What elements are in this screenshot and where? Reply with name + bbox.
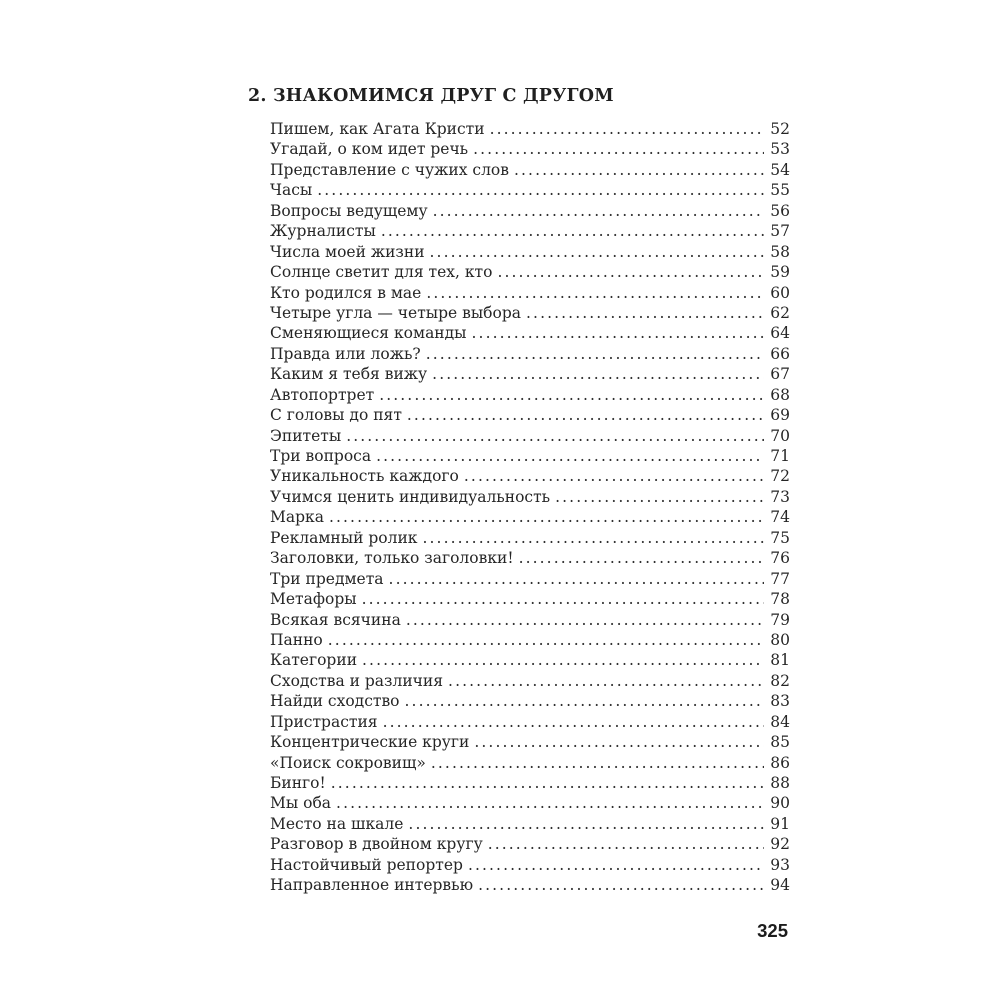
toc-entry-title: Каким я тебя вижу [270,365,428,384]
toc-entry-title: Эпитеты [270,426,342,445]
toc-leader-dots [376,446,764,466]
toc-leader-dots [555,487,764,507]
toc-entry-page: 92 [770,835,790,854]
toc-entry [270,160,790,180]
toc-leader-dots [362,650,764,670]
toc-entry-page: 85 [770,733,790,752]
toc-entry-page: 77 [770,569,790,588]
toc-entry [270,569,790,589]
toc-entry [270,610,790,630]
toc-leader-dots [383,712,765,732]
toc-leader-dots [474,732,764,752]
toc-entry-title: Место на шкале [270,814,404,833]
toc-leader-dots [407,405,764,425]
toc-entry [270,753,790,773]
toc-leader-dots [473,139,764,159]
toc-entry [270,732,790,752]
toc-entry-title: Настойчивый репортер [270,855,463,874]
toc-leader-dots [433,201,765,221]
toc-entry [270,691,790,711]
toc-entry-page: 93 [770,855,790,874]
toc-entry-page: 59 [770,263,790,282]
toc-entry-title: Всякая всячина [270,610,401,629]
toc-leader-dots [519,548,765,568]
toc-entry-title: Автопортрет [270,385,375,404]
toc-entry-title: Представление с чужих слов [270,160,509,179]
toc-entry-title: Заголовки, только заголовки! [270,549,514,568]
toc-entry-page: 52 [770,120,790,138]
toc-entry [270,283,790,303]
toc-entry-title: Бинго! [270,774,326,792]
toc-entry-title: Учимся ценить индивидуальность [270,487,551,506]
toc-entry-title: Категории [270,651,358,670]
toc-entry-page: 75 [770,528,790,547]
toc-entry-page: 94 [770,876,790,895]
toc-leader-dots [317,180,764,200]
toc-entry-page: 69 [770,406,790,425]
toc-leader-dots [490,119,765,139]
toc-entry-page: 76 [770,549,790,568]
toc-entry-page: 62 [770,303,790,322]
toc-entry-page: 66 [770,344,790,363]
toc-leader-dots [336,793,764,813]
toc-entry-page: 68 [770,385,790,404]
toc-entry-title: Вопросы ведущему [270,201,428,220]
toc-leader-dots [431,753,764,773]
toc-entry [270,446,790,466]
toc-entry [270,405,790,425]
toc-entry [270,630,790,650]
toc-leader-dots [381,221,764,241]
toc-leader-dots [405,691,765,711]
toc-leader-dots [430,242,765,262]
toc-entry-page: 78 [770,590,790,609]
toc-entry [270,242,790,262]
toc-entry [270,487,790,507]
toc-entry [270,139,790,159]
toc-leader-dots [331,773,765,793]
toc-leader-dots [468,855,764,875]
toc-leader-dots [406,610,764,630]
toc-entry-page: 86 [770,753,790,772]
toc-entry-title: Разговор в двойном кругу [270,835,483,854]
toc-entry-page: 80 [770,630,790,649]
toc-entry-page: 57 [770,222,790,241]
toc-entry-title: С головы до пят [270,406,402,425]
toc-entry-title: Направленное интервью [270,876,474,895]
toc-entry-page: 90 [770,794,790,813]
toc-leader-dots [478,875,764,895]
toc-entry [270,773,790,793]
toc-entry-page: 72 [770,467,790,486]
toc-entry [270,303,790,323]
toc-entry-title: Панно [270,630,323,649]
toc-entry [270,712,790,732]
toc-entry-title: Четыре угла — четыре выбора [270,303,522,322]
toc-entry [270,834,790,854]
toc-entry-page: 84 [770,712,790,731]
toc-entry-page: 83 [770,692,790,711]
toc-entry [270,426,790,446]
toc-leader-dots [362,589,765,609]
toc-entry-title: «Поиск сокровищ» [270,753,426,772]
toc-leader-dots [426,344,765,364]
toc-entry-title: Кто родился в мае [270,283,422,302]
toc-leader-dots [432,364,764,384]
section-title: 2. ЗНАКОМИМСЯ ДРУГ С ДРУГОМ [248,86,614,106]
toc-entry-page: 70 [770,426,790,445]
toc-leader-dots [328,630,765,650]
toc-entry [270,875,790,895]
toc-leader-dots [426,283,764,303]
toc-entry-title: Уникальность каждого [270,467,459,486]
toc-list [248,119,790,896]
toc-leader-dots [488,834,765,854]
toc-entry-page: 58 [770,242,790,261]
toc-leader-dots [422,528,764,548]
toc-leader-dots [379,385,764,405]
toc-entry [270,201,790,221]
toc-entry [270,262,790,282]
toc-entry-title: Три предмета [270,569,384,588]
toc-entry-title: Рекламный ролик [270,528,418,547]
toc-entry-title: Концентрические круги [270,733,470,752]
toc-entry-title: Пишем, как Агата Кристи [270,120,485,138]
toc-entry [270,528,790,548]
toc-entry-page: 56 [770,201,790,220]
page-number: 325 [757,920,788,941]
toc-entry [270,221,790,241]
toc-entry-title: Сменяющиеся команды [270,324,467,343]
toc-entry [270,323,790,343]
toc-entry-page: 64 [770,324,790,343]
toc-entry-page: 71 [770,447,790,465]
toc-entry [270,650,790,670]
toc-entry-page: 74 [770,508,790,527]
toc-entry [270,507,790,527]
toc-leader-dots [389,569,765,589]
toc-entry [270,466,790,486]
toc-entry-title: Метафоры [270,590,357,609]
toc-entry-page: 91 [770,814,790,833]
toc-entry-page: 54 [770,160,790,179]
toc-entry [270,589,790,609]
toc-entry-page: 88 [770,774,790,792]
toc-leader-dots [514,160,764,180]
toc-leader-dots [408,814,764,834]
toc-entry-page: 67 [770,365,790,384]
toc-entry-page: 81 [770,651,790,670]
toc-entry-title: Мы оба [270,794,332,813]
toc-entry [270,364,790,384]
toc-entry-title: Угадай, о ком идет речь [270,140,469,159]
toc-leader-dots [448,671,764,691]
toc-entry-title: Солнце светит для тех, кто [270,263,493,282]
toc-entry-page: 55 [770,181,790,200]
toc-entry-title: Три вопроса [270,447,372,465]
toc-entry-page: 79 [770,610,790,629]
toc-leader-dots [329,507,764,527]
toc-entry [270,119,790,139]
toc-entry [270,385,790,405]
toc-entry [270,855,790,875]
toc-leader-dots [497,262,764,282]
toc-leader-dots [526,303,764,323]
toc-entry-title: Сходства и различия [270,671,444,690]
toc-entry [270,344,790,364]
toc-entry [270,814,790,834]
toc-entry [270,180,790,200]
toc-entry [270,793,790,813]
toc-entry [270,671,790,691]
toc-entry-title: Числа моей жизни [270,242,425,261]
toc-entry-title: Найди сходство [270,692,400,711]
toc-leader-dots [464,466,764,486]
toc-leader-dots [472,323,765,343]
toc-entry-page: 82 [770,671,790,690]
toc-entry-title: Журналисты [270,222,376,241]
toc-entry [270,548,790,568]
toc-entry-page: 53 [770,140,790,159]
book-page [248,86,790,896]
toc-entry-title: Часы [270,181,313,200]
toc-entry-page: 60 [770,283,790,302]
toc-entry-title: Правда или ложь? [270,344,421,363]
toc-entry-page: 73 [770,487,790,506]
toc-entry-title: Пристрастия [270,712,378,731]
toc-leader-dots [346,426,764,446]
toc-entry-title: Марка [270,508,324,527]
